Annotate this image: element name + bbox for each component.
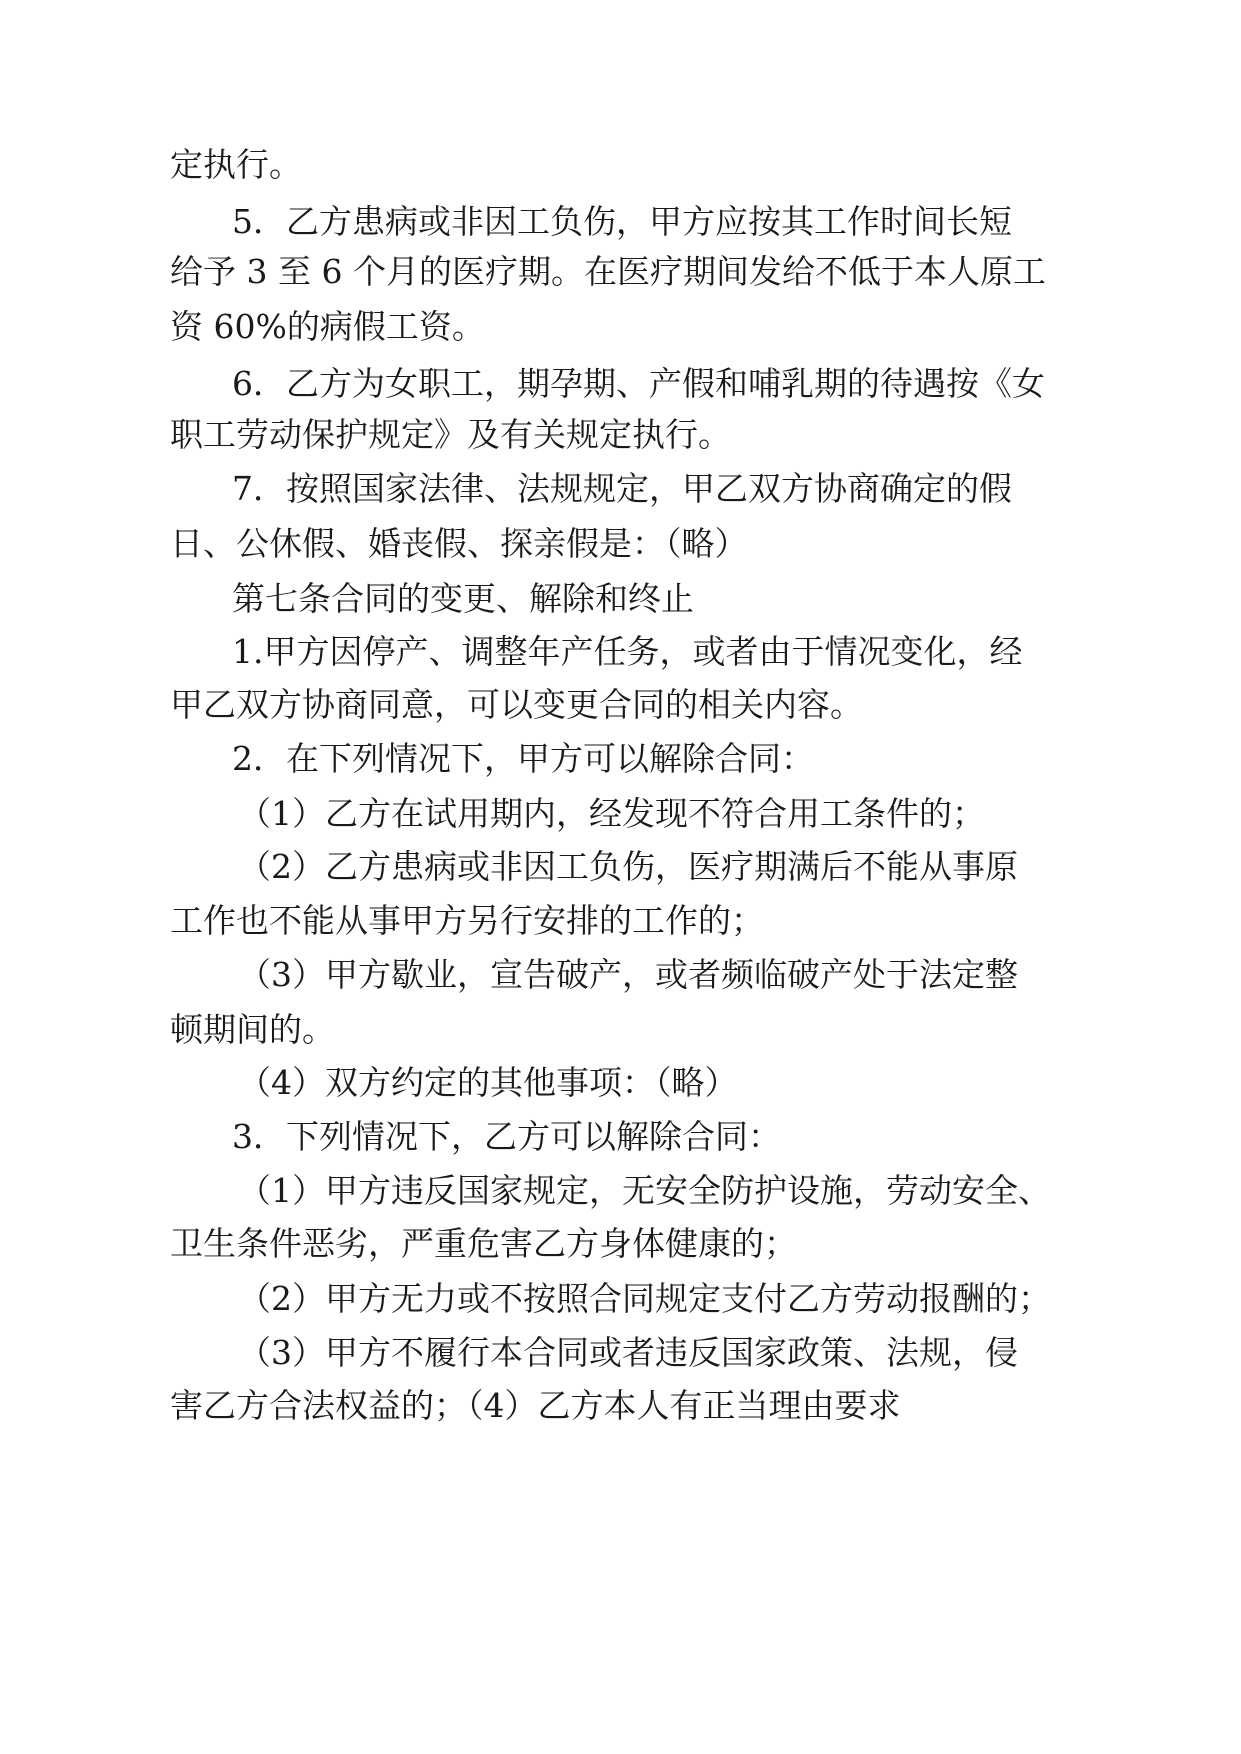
text-line: 3．下列情况下，乙方可以解除合同： — [232, 1117, 781, 1156]
text-line: 5．乙方患病或非因工负伤，甲方应按其工作时间长短 — [232, 202, 1012, 241]
text-line: 给予 3 至 6 个月的医疗期。在医疗期间发给不低于本人原工 — [170, 252, 1046, 291]
text-line: 甲乙双方协商同意，可以变更合同的相关内容。 — [170, 685, 863, 724]
text-line: （1）甲方违反国家规定，无安全防护设施，劳动安全、 — [238, 1171, 1051, 1210]
text-line: 第七条合同的变更、解除和终止 — [232, 579, 694, 618]
text-line: 害乙方合法权益的；（4）乙方本人有正当理由要求 — [170, 1386, 901, 1425]
text-line: 资 60%的病假工资。 — [170, 307, 485, 346]
text-line: 定执行。 — [170, 145, 302, 184]
text-line: 顿期间的。 — [170, 1010, 335, 1049]
text-line: 日、公休假、婚丧假、探亲假是：（略） — [170, 524, 748, 563]
text-line: 2．在下列情况下，甲方可以解除合同： — [232, 739, 814, 778]
text-line: （3）甲方不履行本合同或者违反国家政策、法规，侵 — [238, 1333, 1018, 1372]
text-line: （2）乙方患病或非因工负伤，医疗期满后不能从事原 — [238, 847, 1018, 886]
text-line: 6．乙方为女职工，期孕期、产假和哺乳期的待遇按《女 — [232, 364, 1045, 403]
text-line: 卫生条件恶劣，严重危害乙方身体健康的； — [170, 1224, 797, 1263]
text-line: （3）甲方歇业，宣告破产，或者频临破产处于法定整 — [238, 955, 1018, 994]
text-line: 工作也不能从事甲方另行安排的工作的； — [170, 901, 764, 940]
text-line: （1）乙方在试用期内，经发现不符合用工条件的； — [238, 794, 985, 833]
text-line: （4）双方约定的其他事项：（略） — [238, 1063, 738, 1102]
text-line: 职工劳动保护规定》及有关规定执行。 — [170, 415, 731, 454]
text-line: 1.甲方因停产、调整年产任务，或者由于情况变化，经 — [232, 632, 1023, 671]
text-line: （2）甲方无力或不按照合同规定支付乙方劳动报酬的； — [238, 1279, 1051, 1318]
text-line: 7．按照国家法律、法规规定，甲乙双方协商确定的假 — [232, 469, 1012, 508]
